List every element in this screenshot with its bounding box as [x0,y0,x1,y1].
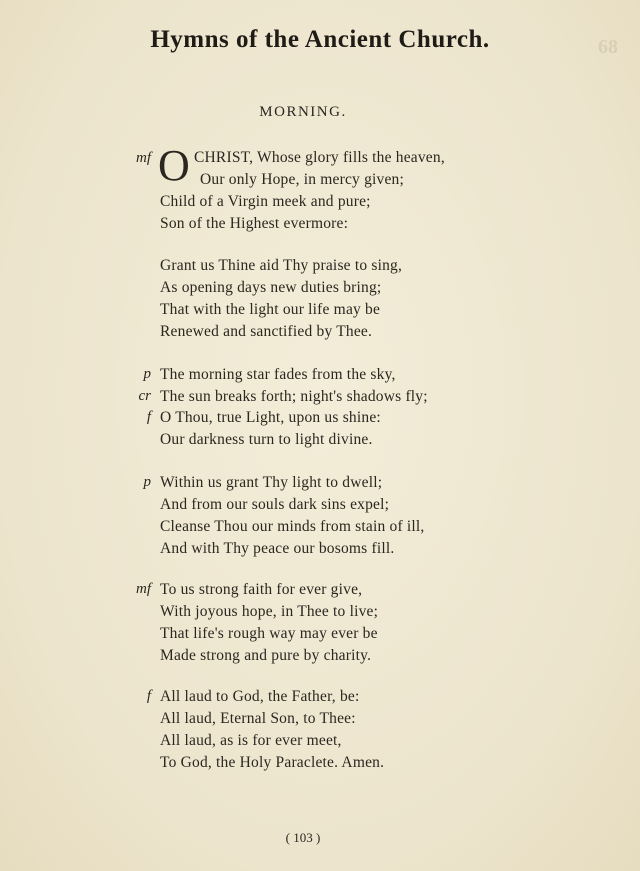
verse-line: That life's rough way may ever be [160,625,378,642]
bleed-through-page-number: 68 [598,36,618,58]
dynamic-mark: cr [138,388,151,404]
dynamic-mark: mf [136,150,151,166]
verse-line: As opening days new duties bring; [160,279,382,296]
verse-line: And from our souls dark sins expel; [160,496,390,513]
verse-line: To God, the Holy Paraclete. Amen. [160,754,385,771]
dynamic-mark: f [146,409,151,425]
verse-line: To us strong faith for ever give, [160,581,363,598]
verse-line: Grant us Thine aid Thy praise to sing, [160,257,403,274]
dynamic-mark: p [143,474,151,490]
drop-cap: O [158,141,190,190]
dynamic-mark: mf [136,581,151,597]
verse-line: Child of a Virgin meek and pure; [160,193,371,210]
verse-line: The morning star fades from the sky, [160,366,396,383]
verse-line: Son of the Highest evermore: [160,215,349,232]
verse-line: CHRIST, Whose glory fills the heaven, [194,149,445,166]
verse-line: And with Thy peace our bosoms fill. [160,540,395,557]
verse-line: Our only Hope, in mercy given; [200,171,405,188]
verse-line: All laud, Eternal Son, to Thee: [160,710,356,727]
verse-line: Renewed and sanctified by Thee. [160,323,373,340]
page-number: ( 103 ) [285,830,321,845]
verse-line: With joyous hope, in Thee to live; [160,603,379,620]
verse-line: O Thou, true Light, upon us shine: [160,409,381,426]
verse-line: Cleanse Thou our minds from stain of ill, [160,518,425,535]
page-header: Hymns of the Ancient Church. [150,26,490,53]
verse-line: Within us grant Thy light to dwell; [160,474,383,491]
dynamic-mark: f [146,688,151,704]
verse-line: Made strong and pure by charity. [160,647,372,664]
verse-line: All laud to God, the Father, be: [160,688,360,705]
verse-line: The sun breaks forth; night's shadows fly; [160,388,428,405]
verse-line: Our darkness turn to light divine. [160,431,373,448]
hymn-title: MORNING. [259,104,347,120]
verse-line: That with the light our life may be [160,301,381,318]
dynamic-mark: p [143,366,151,382]
verse-line: All laud, as is for ever meet, [160,732,342,749]
